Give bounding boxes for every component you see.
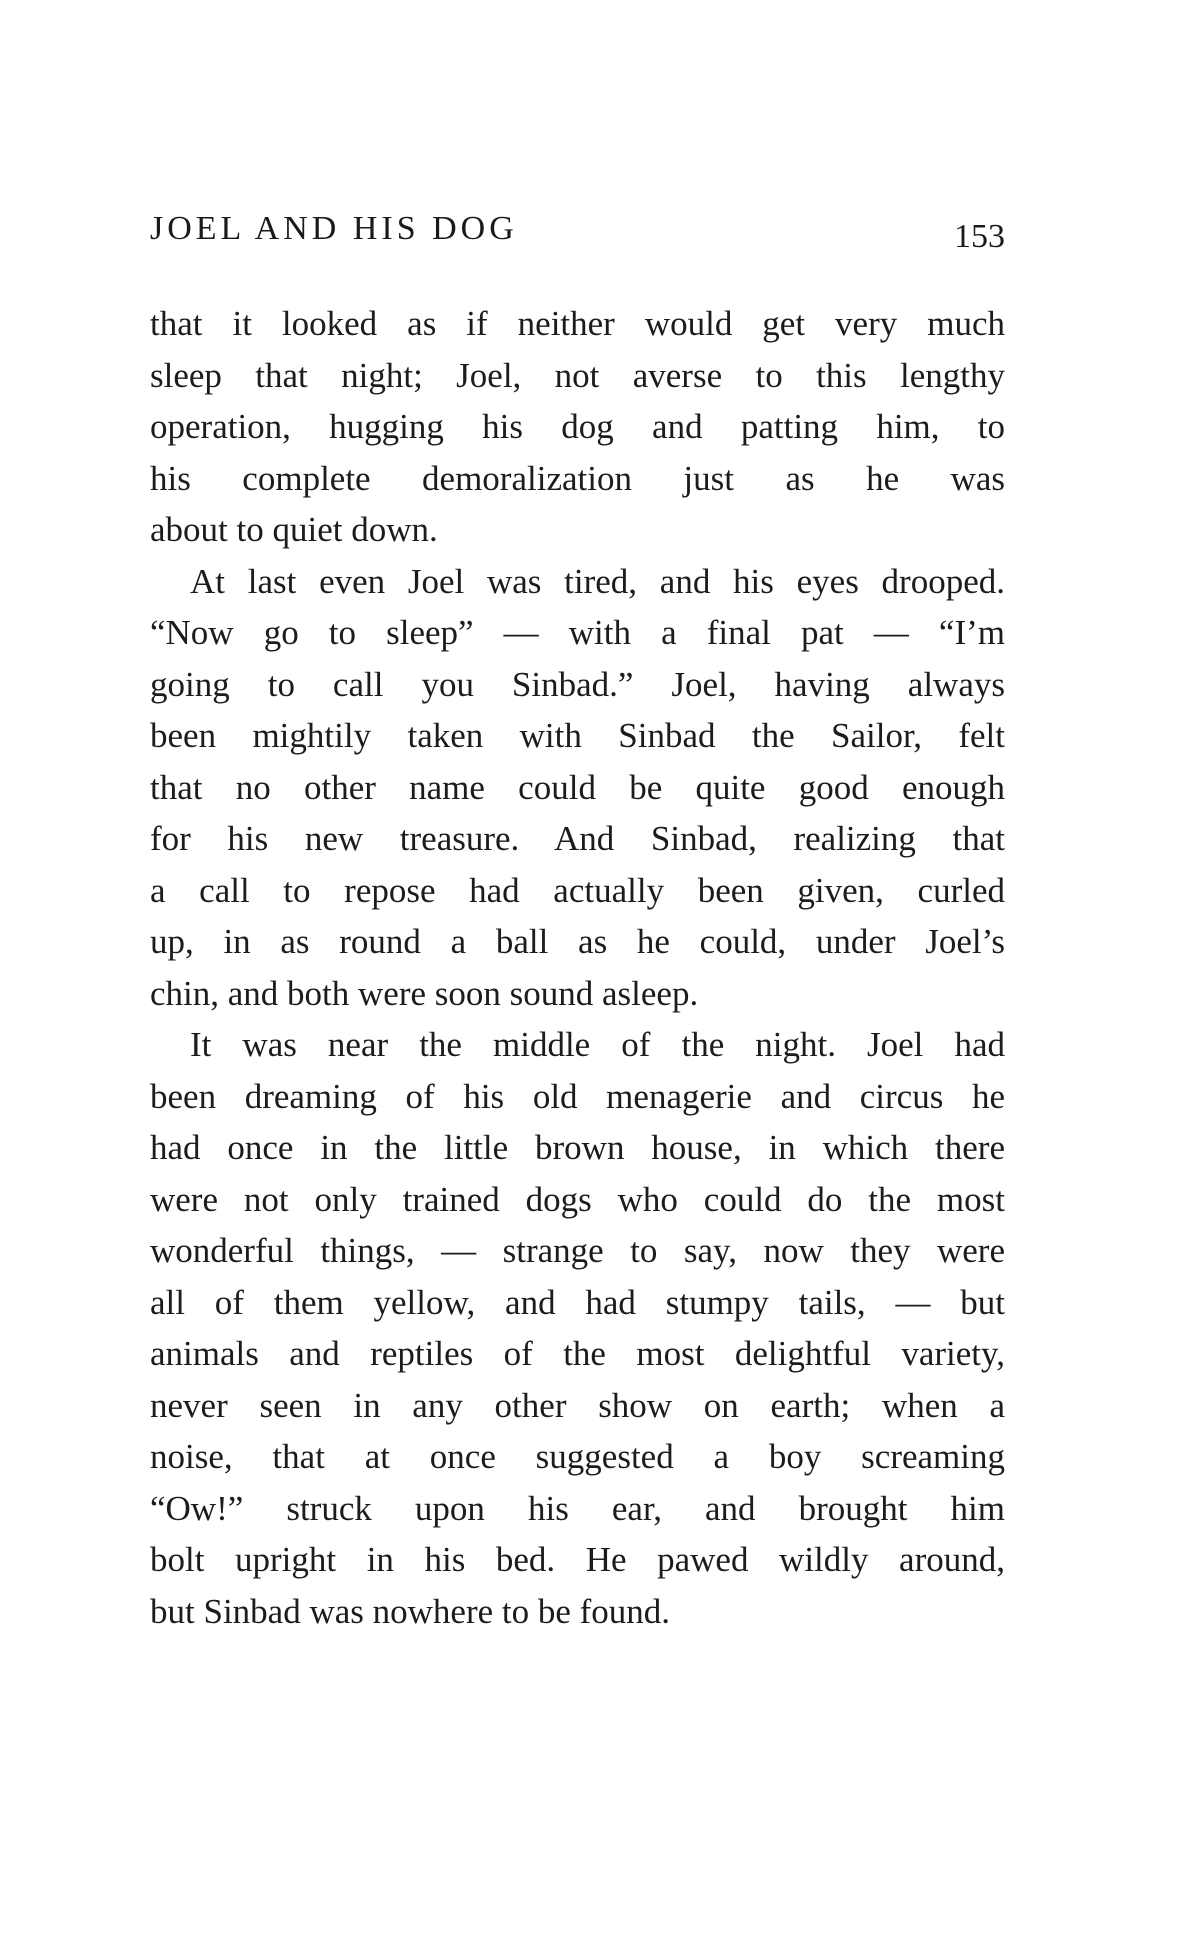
text-line: his complete demoralization just as he was (150, 458, 1005, 498)
text-line: that no other name could be quite good enough (150, 767, 1005, 807)
body-text (150, 298, 1005, 1637)
text-line: At last even Joel was tired, and his eyes drooped. (190, 561, 1005, 601)
text-line: chin, and both were soon sound asleep. (150, 973, 699, 1013)
text-line: sleep that night; Joel, not averse to this lengthy (150, 355, 1005, 395)
text-line: been dreaming of his old menagerie and circus he (150, 1076, 1005, 1116)
text-line: about to quiet down. (150, 510, 438, 549)
text-line: that it looked as if neither would get very much (150, 304, 1005, 343)
page-number: 153 (954, 218, 1005, 255)
paragraph-3 (150, 1019, 1005, 1637)
text-line: bolt upright in his bed. He pawed wildly around, (150, 1540, 1005, 1579)
paragraph-1 (150, 298, 1005, 556)
text-line: operation, hugging his dog and patting him, to (150, 407, 1005, 446)
text-line: never seen in any other show on earth; when a (150, 1385, 1005, 1425)
text-line: were not only trained dogs who could do the most (150, 1179, 1005, 1219)
page-header (150, 210, 1005, 270)
text-line: “Now go to sleep” — with a final pat — “I’m (150, 613, 1005, 652)
text-line: wonderful things, — strange to say, now they were (150, 1231, 1005, 1270)
text-line: all of them yellow, and had stumpy tails, — but (150, 1282, 1005, 1322)
text-line: but Sinbad was nowhere to be found. (150, 1591, 671, 1631)
running-title: JOEL AND HIS DOG (150, 210, 518, 247)
text-line: going to call you Sinbad.” Joel, having always (150, 664, 1005, 704)
text-line: “Ow!” struck upon his ear, and brought him (150, 1488, 1005, 1528)
paragraph-2 (150, 556, 1005, 1020)
text-line: It was near the middle of the night. Joel had (190, 1025, 1005, 1064)
text-line: noise, that at once suggested a boy screaming (150, 1437, 1005, 1476)
text-line: for his new treasure. And Sinbad, realizing that (150, 819, 1005, 858)
text-line: had once in the little brown house, in which there (150, 1128, 1005, 1167)
text-line: animals and reptiles of the most delightful variety, (150, 1334, 1005, 1373)
text-line: a call to repose had actually been given, curled (150, 870, 1005, 910)
text-line: up, in as round a ball as he could, under Joel’s (150, 922, 1005, 961)
text-line: been mightily taken with Sinbad the Sailor, felt (150, 716, 1005, 755)
